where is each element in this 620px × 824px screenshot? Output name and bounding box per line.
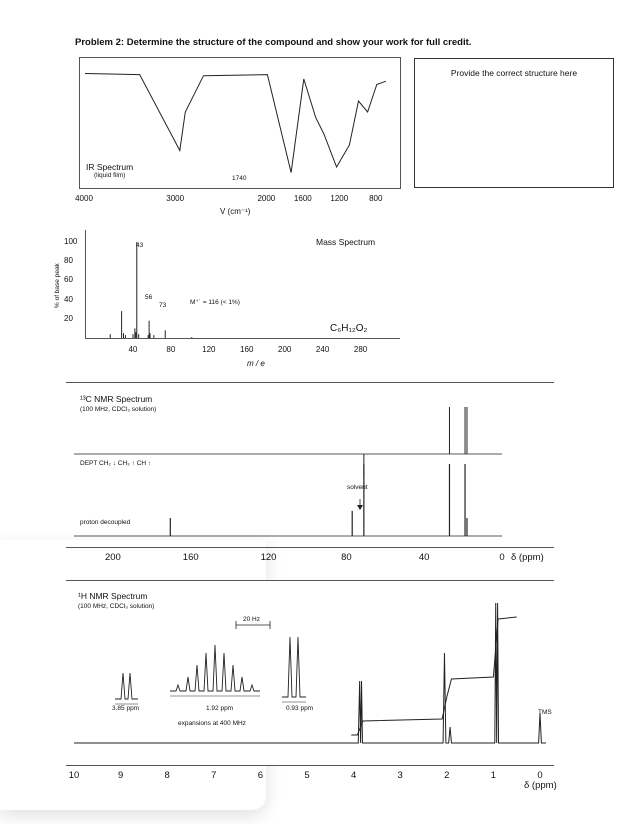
h1-tick-4: 6 xyxy=(257,770,264,781)
c13-tick-0: 200 xyxy=(104,552,121,563)
h1-tick-2: 8 xyxy=(164,770,170,781)
h1-tick-6: 4 xyxy=(350,770,357,781)
ms-formula: C₆H₁₂O₂ xyxy=(330,323,368,334)
ms-xtick-5: 240 xyxy=(315,345,330,354)
h1-subtitle: (100 MHz, CDCl₃ solution) xyxy=(78,603,155,610)
c13-tick-4: 40 xyxy=(418,552,430,563)
ms-ytick-3: 40 xyxy=(64,294,73,304)
h1-tick-5: 5 xyxy=(304,770,310,781)
dept-label: DEPT CH₂ ↓ CH₃ ↑ CH ↑ xyxy=(80,460,152,467)
mass-spectrum-panel xyxy=(85,230,400,339)
ms-xtick-0: 40 xyxy=(128,345,138,354)
ir-tick-0: 4000 xyxy=(75,194,93,203)
ms-ylabel: % of base peak xyxy=(54,263,61,308)
h1-nmr-panel xyxy=(66,580,554,766)
ms-peak-label-56: 56 xyxy=(145,294,153,301)
expansion-093 xyxy=(282,637,306,697)
c13-title: ¹³C NMR Spectrum xyxy=(80,394,153,404)
tms-label: TMS xyxy=(538,709,552,716)
ir-subtitle: (liquid film) xyxy=(94,172,126,179)
ir-peak-label: 1740 xyxy=(232,175,247,182)
h1-trace xyxy=(74,603,546,743)
expansion-385 xyxy=(115,673,138,699)
c13-nmr-panel xyxy=(66,382,554,548)
h1-tick-10: 0 xyxy=(537,770,543,781)
solvent-label: solvent xyxy=(347,484,368,491)
answer-prompt: Provide the correct structure here xyxy=(450,68,578,78)
ms-peak-label-43: 43 xyxy=(136,242,144,249)
hz-label: 20 Hz xyxy=(243,616,260,623)
ms-title: Mass Spectrum xyxy=(316,237,376,247)
h1-tick-8: 2 xyxy=(444,770,450,781)
ms-ytick-0: 100 xyxy=(64,237,78,246)
c13-tick-3: 80 xyxy=(341,552,352,563)
c13-tick-2: 120 xyxy=(260,552,277,563)
h1-tick-9: 1 xyxy=(490,770,497,781)
ir-title: IR Spectrum xyxy=(86,162,134,172)
expansion-label-385: 3.85 ppm xyxy=(112,705,140,712)
answer-box[interactable] xyxy=(414,58,614,188)
ms-xtick-6: 280 xyxy=(353,345,368,354)
ms-xlabel: m / e xyxy=(247,359,265,368)
h1-tick-7: 3 xyxy=(397,770,403,781)
h1-integral-trace xyxy=(351,617,516,735)
ms-xtick-2: 120 xyxy=(202,345,216,354)
ir-tick-1: 3000 xyxy=(166,194,185,203)
ms-xtick-4: 200 xyxy=(277,345,292,354)
ir-axis-label: V (cm⁻¹) xyxy=(220,207,251,216)
h1-tick-1: 9 xyxy=(117,770,124,781)
h1-tick-0: 10 xyxy=(68,770,80,781)
c13-axis-unit: δ (ppm) xyxy=(511,552,544,563)
ms-ytick-1: 80 xyxy=(64,256,73,266)
ms-xtick-1: 80 xyxy=(166,345,176,354)
ir-tick-5: 800 xyxy=(369,194,383,203)
expansion-192 xyxy=(170,645,260,691)
h1-tick-3: 7 xyxy=(211,770,217,781)
c13-tick-5: 0 xyxy=(499,552,505,563)
c13-tick-1: 160 xyxy=(182,552,199,563)
ms-molecular-ion: M⁺˙ = 116 (< 1%) xyxy=(190,299,240,306)
ms-ytick-2: 60 xyxy=(64,275,73,285)
ir-trace xyxy=(85,74,386,173)
h1-title: ¹H NMR Spectrum xyxy=(78,591,148,601)
ms-peak-label-73: 73 xyxy=(159,302,167,309)
ir-spectrum-panel xyxy=(79,57,401,189)
ir-tick-2: 2000 xyxy=(257,194,276,203)
h1-axis-unit: δ (ppm) xyxy=(524,780,557,791)
problem-title: Problem 2: Determine the structure of the compound and show your work for full credit. xyxy=(75,37,472,48)
ms-xtick-3: 160 xyxy=(240,345,254,354)
expansion-label-093: 0.93 ppm xyxy=(286,705,314,712)
ms-ytick-4: 20 xyxy=(64,313,73,323)
expansion-note: expansions at 400 MHz xyxy=(178,720,246,727)
c13-subtitle: (100 MHz, CDCl₃ solution) xyxy=(80,406,157,413)
ir-tick-3: 1600 xyxy=(293,194,312,203)
ir-tick-4: 1200 xyxy=(330,194,349,203)
expansion-label-192: 1.92 ppm xyxy=(206,705,234,712)
proton-decoupled-label: proton decoupled xyxy=(80,519,131,526)
solvent-arrow-head xyxy=(357,505,363,510)
